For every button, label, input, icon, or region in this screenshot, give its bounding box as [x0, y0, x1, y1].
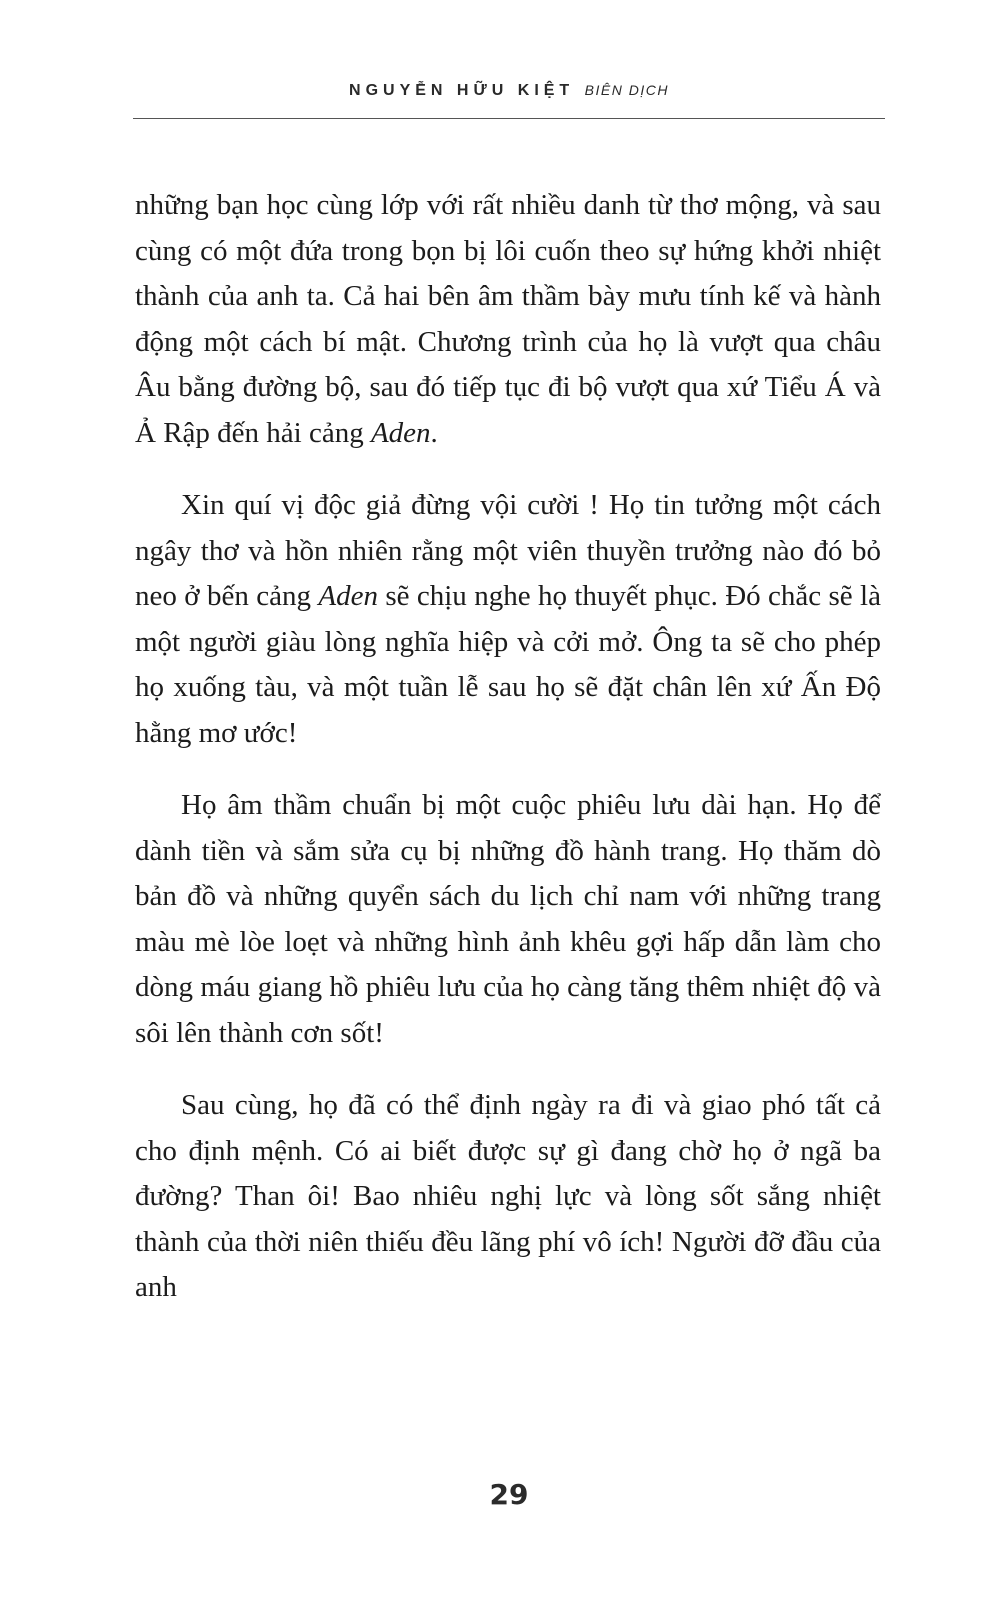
paragraph-1-text: những bạn học cùng lớp với rất nhiều danh từ thơ mộng, và sau cùng có một đứa trong bọn bị lôi cuốn theo sự hứng khởi nhiệt thành của anh ta. Cả hai bên âm thầm bày mưu tính kế và hành động một cách bí mật. Chương trình của họ là vượt qua châu Âu bằng đường bộ, sau đó tiếp tục đi bộ vượt qua xứ Tiểu Á và Ả Rập đến hải cảng — [135, 189, 881, 449]
page-body — [135, 183, 881, 1311]
paragraph-2-text: Xin quí vị độc giả đừng vội cười ! Họ tin tưởng một cách ngây thơ và hồn nhiên rằng một viên thuyền trưởng nào đó bỏ neo ở bến cảng — [135, 489, 881, 612]
header-rule — [133, 118, 885, 119]
paragraph-4: Sau cùng, họ đã có thể định ngày ra đi và giao phó tất cả cho định mệnh. Có ai biết được sự gì đang chờ họ ở ngã ba đường? Than ôi! Bao nhiêu nghị lực và lòng sốt sắng nhiệt thành của thời niên thiếu đều lãng phí vô ích! Người đỡ đầu của anh — [135, 1089, 881, 1303]
paragraph-2-end: sẽ chịu nghe họ thuyết phục. Đó chắc sẽ là một người giàu lòng nghĩa hiệp và cởi mở. Ông ta sẽ cho phép họ xuống tàu, và một tuần lễ sau họ sẽ đặt chân lên xứ Ấn Độ hằng mơ ước! — [135, 580, 881, 749]
paragraph-1-end: . — [430, 416, 438, 449]
running-header — [133, 82, 885, 108]
header-author: NGUYỄN HỮU KIỆT — [349, 82, 575, 99]
paragraph-1-place-name: Aden — [370, 416, 431, 449]
paragraph-3: Họ âm thầm chuẩn bị một cuộc phiêu lưu dài hạn. Họ để dành tiền và sắm sửa cụ bị những đồ hành trang. Họ thăm dò bản đồ và những quyển sách du lịch chỉ nam với những trang màu mè lòe loẹt và những hình ảnh khêu gợi hấp dẫn làm cho dòng máu giang hồ phiêu lưu của họ càng tăng thêm nhiệt độ và sôi lên thành cơn sốt! — [135, 789, 881, 1049]
header-role: BIÊN DỊCH — [584, 82, 669, 98]
paragraph-2 — [135, 483, 881, 756]
paragraph-2-place-name: Aden — [318, 580, 378, 612]
page-number: 29 — [489, 1478, 529, 1511]
paragraph-1 — [135, 183, 881, 456]
